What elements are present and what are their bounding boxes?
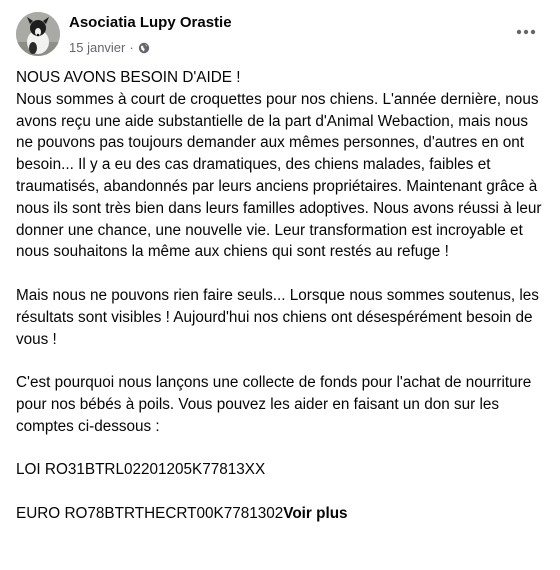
more-horizontal-icon [516, 29, 536, 35]
more-options-button[interactable] [512, 18, 540, 46]
post-message [16, 67, 546, 525]
post-paragraph: C'est pourquoi nous lançons une collecte de fonds pour l'achat de nourriture pour nos bébés à poils. Vous pouvez les aider en faisant un don sur les comptes ci-dessous : [16, 374, 532, 435]
post-date-link[interactable]: 15 janvier [69, 40, 126, 55]
page-name-link[interactable]: Asociatia Lupy Orastie [69, 14, 232, 31]
post-paragraph: EURO RO78BTRTHECRT00K7781302 [16, 504, 284, 522]
post-meta [69, 40, 150, 55]
post-header [16, 12, 544, 58]
see-more-link[interactable]: Voir plus [283, 504, 348, 522]
post-last-line [16, 503, 546, 525]
globe-icon[interactable] [138, 42, 150, 54]
dog-photo-icon [16, 12, 60, 56]
page-avatar[interactable] [16, 12, 60, 56]
post-paragraph: LOI RO31BTRL02201205K77813XX [16, 461, 266, 479]
post-paragraph: Mais nous ne pouvons rien faire seuls... Lorsque nous sommes soutenus, les résultats sont visibles ! Aujourd'hui nos chiens ont désespérément besoin de vous ! [16, 286, 539, 348]
meta-separator: · [129, 40, 134, 55]
post-paragraph: NOUS AVONS BESOIN D'AIDE ! Nous sommes à court de croquettes pour nos chiens. L'année dernière, nous avons reçu une aide substantielle de la part d'Animal Webaction, mais nous ne pouvons pas toujours demander aux mêmes personnes, d'autres en ont besoin... Il y a eu des cas dramatiques, des chiens malades, faibles et traumatisés, abandonnés par leurs anciens propriétaires. Maintenant grâce à nous ils sont très bien dans leurs familles adoptives. Nous avons réussi à leur donner une chance, une nouvelle vie. Leur transformation est incroyable et nous souhaitons la même aux chiens qui sont restés au refuge ! [16, 69, 542, 261]
